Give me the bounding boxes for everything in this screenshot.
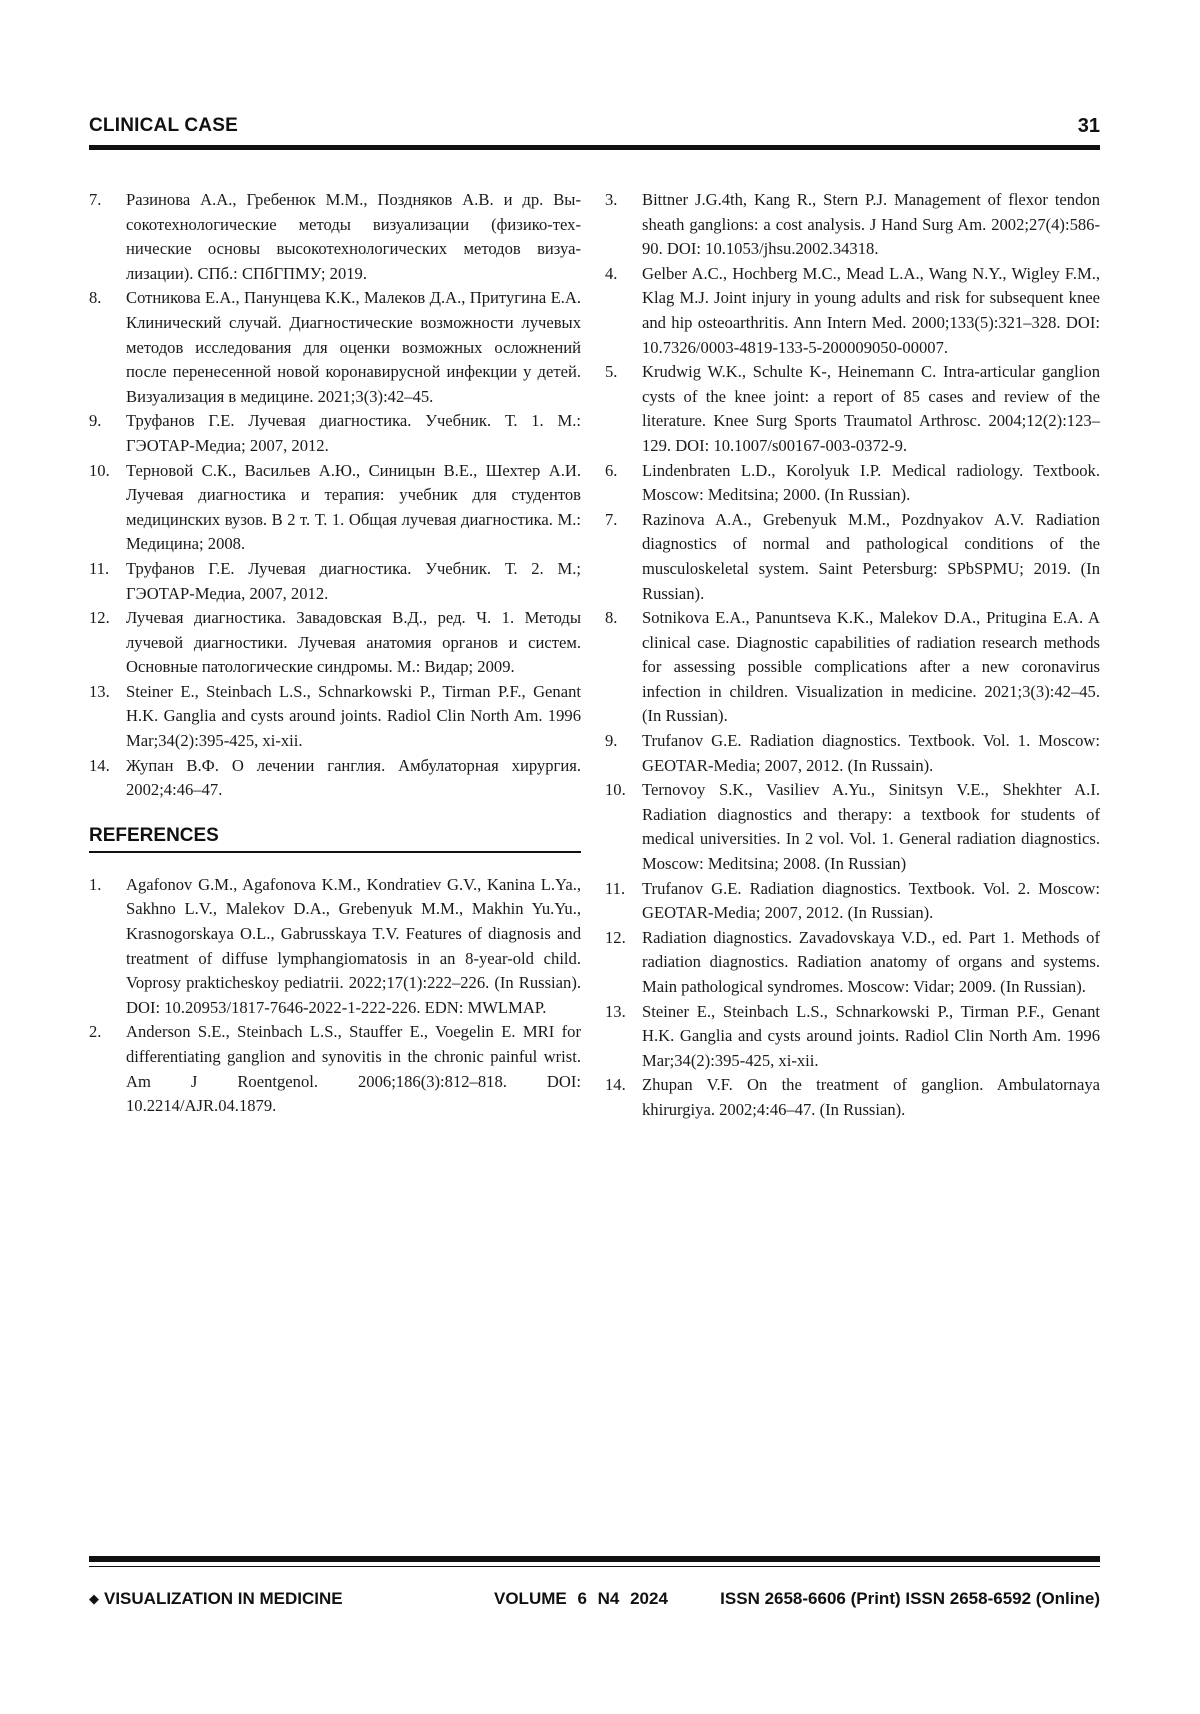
reference-item [89, 873, 581, 1021]
reference-text: Разинова А.А., Гребенюк М.М., Поздняков А.В. и др. Высокотехнологические методы визуализации (физико-технические основы высокотехнологических методов визуализации). СПб.: СПбГПМУ; 2019. [126, 190, 581, 283]
reference-item [89, 286, 581, 409]
reference-text: Жупан В.Ф. О лечении ганглия. Амбулаторная хирургия. 2002;4:46–47. [126, 755, 581, 800]
reference-text: Ternovoy S.K., Vasiliev A.Yu., Sinitsyn V.E., Shekhter A.I. Radiation diagnostics and therapy: a textbook for students of medical universities. In 2 vol. Vol. 1. General radiation diagnostics. Moscow: Meditsina; 2008. (In Russian) [642, 780, 1100, 874]
running-header [89, 113, 1100, 150]
reference-item [89, 188, 581, 286]
reference-text: Лучевая диагностика. Завадовская В.Д., ред. Ч. 1. Методы лучевой диагностики. Лучевая анатомия органов и систем. Основные патологические синдромы. М.: Видар; 2009. [126, 608, 581, 677]
reference-text: Krudwig W.K., Schulte K-, Heinemann C. Intra-articular ganglion cysts of the knee joint: a report of 85 cases and review of the literature. Knee Surg Sports Traumatol Arthrosc. 2004;12(2):123–129. DOI: 10.1007/s00167-003-0372-9. [642, 362, 1100, 455]
reference-text: Gelber A.C., Hochberg M.C., Mead L.A., Wang N.Y., Wigley F.M., Klag M.J. Joint injury in young adults and risk for subsequent knee and hip osteoarthritis. Ann Intern Med. 2000;133(5):321–328. DOI: 10.7326/0003-4819-133-5-200009050-00007. [642, 263, 1100, 357]
reference-number: 6. [605, 460, 618, 480]
reference-item [605, 778, 1100, 876]
reference-item [89, 409, 581, 458]
reference-text: Sotnikova E.A., Panuntseva K.K., Malekov D.A., Prituginа E.A. A clinical case. Diagnostic capabilities of radiation research methods for assessing possible complications after a new coronavirus infection in children. Visualization in medicine. 2021;3(3):42–45. (In Russian). [642, 608, 1100, 726]
page-number: 31 [1077, 115, 1100, 137]
reference-item [89, 606, 581, 680]
reference-text: Lindenbraten L.D., Korolyuk I.P. Medical radiology. Textbook. Moscow: Meditsina; 2000. (In Russian). [642, 460, 1100, 505]
reference-text: Zhupan V.F. On the treatment of ganglion. Ambulatornaya khirurgiya. 2002;4:46–47. (In Russian). [642, 1075, 1100, 1119]
english-reference-list-continued [605, 188, 1100, 1123]
reference-number: 11. [605, 878, 626, 898]
diamond-icon: ◆ [89, 1591, 99, 1606]
reference-item [605, 877, 1100, 926]
reference-number: 4. [605, 263, 618, 283]
reference-text: Сотникова Е.А., Панунцева К.К., Малеков Д.А., Притугина Е.А. Клинический случай. Диагностические возможности лучевых методов исследования для оценки возможных осложнений после перенесенной новой коронавирусной инфекции у детей. Визуализация в медицине. 2021;3(3):42–45. [126, 288, 581, 406]
reference-text: Trufanov G.E. Radiation diagnostics. Textbook. Vol. 1. Moscow: GEOTAR-Media; 2007, 2012. (In Russain). [642, 731, 1100, 775]
reference-item [89, 557, 581, 606]
reference-number: 2. [89, 1022, 102, 1042]
reference-text: Razinova A.A., Grebenyuk M.M., Pozdnyakov A.V. Radiation diagnostics of normal and pathological conditions of the musculoskeletal system. Saint Petersburg: SPbSPMU; 2019. (In Russian). [642, 509, 1100, 603]
reference-item [89, 459, 581, 557]
reference-number: 11. [89, 558, 110, 578]
volume-issue-year: VOLUME 6 N4 2024 [494, 1589, 668, 1608]
reference-number: 12. [605, 927, 626, 947]
reference-item [605, 1000, 1100, 1074]
reference-number: 5. [605, 362, 618, 382]
reference-text: Bittner J.G.4th, Kang R., Stern P.J. Management of flexor tendon sheath ganglions: a cost analysis. J Hand Surg Am. 2002;27(4):586-90. DOI: 10.1053/jhsu.2002.34318. [642, 190, 1100, 259]
reference-number: 1. [89, 874, 102, 894]
reference-text: Труфанов Г.Е. Лучевая диагностика. Учебник. Т. 2. М.; ГЭОТАР-Медиа, 2007, 2012. [126, 558, 581, 603]
reference-number: 8. [605, 608, 618, 628]
reference-item [605, 729, 1100, 778]
reference-text: Agafonov G.M., Agafonova K.M., Kondratiev G.V., Kanina L.Ya., Sakhno L.V., Malekov D.A., Grebenyuk M.M., Makhin Yu.Yu., Krasnogorskaya O.L., Gabrusskaya T.V. Features of diagnosis and treatment of diffuse lymphangiomatosis in an 8-year-old child. Voprosy prakticheskoy pediatrii. 2022;17(1):222–226. (In Russian). DOI: 10.20953/1817-7646-2022-1-222-226. EDN: MWLMAP. [126, 874, 581, 1017]
reference-text: Radiation diagnostics. Zavadovskaya V.D., ed. Part 1. Methods of radiation diagnostics. Radiation anatomy of organs and systems. Main pathological syndromes. Moscow: Vidar; 2009. (In Russian). [642, 927, 1100, 996]
reference-number: 13. [89, 681, 110, 701]
reference-number: 13. [605, 1001, 626, 1021]
reference-item [89, 1020, 581, 1118]
reference-item [605, 606, 1100, 729]
journal-title: VISUALIZATION IN MEDICINE [104, 1589, 343, 1608]
issn-info: ISSN 2658-6606 (Print) ISSN 2658-6592 (Online) [720, 1589, 1100, 1608]
section-title: CLINICAL CASE [89, 115, 238, 136]
references-heading: REFERENCES [89, 825, 581, 853]
reference-text: Труфанов Г.Е. Лучевая диагностика. Учебник. Т. 1. М.: ГЭОТАР-Медиа; 2007, 2012. [126, 411, 581, 455]
reference-item [605, 188, 1100, 262]
reference-number: 10. [89, 460, 110, 480]
journal-name [89, 1589, 343, 1609]
reference-item [605, 262, 1100, 360]
reference-item [605, 459, 1100, 508]
left-column [89, 188, 581, 1119]
reference-item [605, 508, 1100, 606]
reference-text: Trufanov G.E. Radiation diagnostics. Textbook. Vol. 2. Moscow: GEOTAR-Media; 2007, 2012. (In Russian). [642, 878, 1100, 923]
reference-item [605, 1073, 1100, 1122]
reference-item [89, 680, 581, 754]
reference-item [605, 360, 1100, 458]
reference-number: 9. [89, 411, 102, 431]
reference-text: Anderson S.E., Steinbach L.S., Stauffer E., Voegelin E. MRI for differentiating ganglion and synovitis in the chronic painful wrist. Am J Roentgenol. 2006;186(3):812–818. DOI: 10.2214/AJR.04.1879. [126, 1022, 581, 1116]
russian-reference-list [89, 188, 581, 803]
reference-number: 7. [89, 190, 102, 209]
reference-number: 8. [89, 288, 102, 308]
reference-text: Steiner E., Steinbach L.S., Schnarkowski P., Tirman P.F., Genant H.K. Ganglia and cysts around joints. Radiol Clin North Am. 1996 Mar;34(2):395-425, xi-xii. [126, 681, 581, 751]
reference-item [605, 926, 1100, 1000]
reference-number: 14. [89, 755, 110, 775]
reference-number: 9. [605, 731, 618, 751]
reference-item [89, 754, 581, 803]
reference-number: 10. [605, 780, 626, 800]
footer-rule [89, 1566, 1100, 1567]
running-footer [89, 1556, 1100, 1612]
reference-text: Steiner E., Steinbach L.S., Schnarkowski P., Tirman P.F., Genant H.K. Ganglia and cysts around joints. Radiol Clin North Am. 1996 Mar;34(2):395-425, xi-xii. [642, 1001, 1100, 1070]
reference-number: 14. [605, 1075, 626, 1095]
reference-number: 3. [605, 190, 618, 209]
english-reference-list [89, 873, 581, 1119]
reference-number: 7. [605, 509, 618, 529]
reference-number: 12. [89, 608, 110, 628]
right-column [605, 188, 1100, 1123]
reference-text: Терновой С.К., Васильев А.Ю., Синицын В.Е., Шехтер А.И. Лучевая диагностика и терапия: учебник для студентов медицинских вузов. В 2 т. Т. 1. Общая лучевая диагностика. М.: Медицина; 2008. [126, 460, 581, 554]
